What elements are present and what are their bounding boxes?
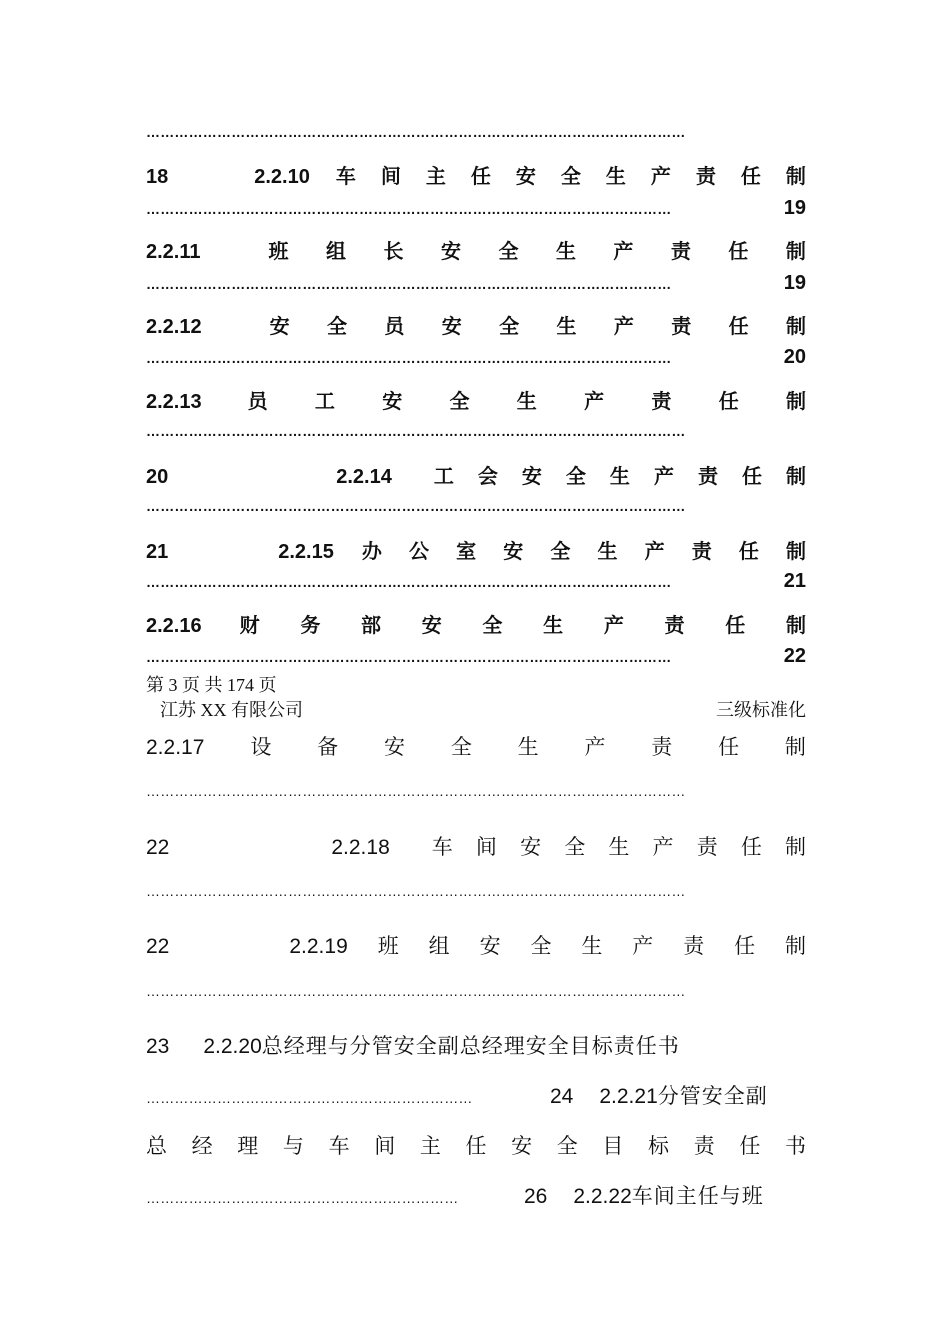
- toc-title-char: 车: [335, 166, 356, 188]
- toc-title-char: 组: [326, 241, 346, 263]
- toc-title-char: 安: [515, 166, 536, 188]
- toc-title-char: 长: [383, 241, 404, 263]
- toc-page-number: 19: [783, 272, 806, 294]
- toc-title-char: 责: [695, 166, 716, 188]
- toc-entry[interactable]: [146, 1080, 806, 1110]
- toc-title-char: 主: [425, 166, 446, 188]
- toc-title-char: 全: [449, 391, 470, 413]
- toc-title-char: 责: [696, 836, 718, 859]
- toc-title-char: 生: [581, 935, 603, 958]
- toc-title-char: 部: [361, 615, 382, 637]
- toc-title-char: 产: [584, 736, 606, 759]
- toc-page-number: 19: [783, 197, 806, 219]
- toc-leader: [146, 498, 806, 514]
- toc-title-char: 安: [440, 241, 461, 263]
- toc-title-char: 任: [728, 316, 749, 338]
- toc-title-char: 制: [785, 836, 806, 859]
- toc-entry[interactable]: [146, 930, 806, 960]
- toc-title-char: 工: [314, 391, 335, 413]
- toc-leader-dots: …………………………………………………………………………………………………: [146, 201, 672, 217]
- toc-title-char: 全: [565, 466, 586, 488]
- toc-entry[interactable]: [146, 235, 806, 264]
- toc-section-title: [362, 535, 806, 564]
- toc-title-char: 任: [740, 836, 762, 859]
- toc-section-code: 2.2.19: [289, 935, 348, 958]
- toc-title-char: 办: [361, 541, 382, 563]
- toc-title-char: 全: [530, 935, 552, 958]
- toc-section-title: [146, 1130, 806, 1160]
- toc-title-char: 员: [247, 391, 268, 413]
- toc-title-char: 生: [605, 166, 626, 188]
- toc-leader-dots: ……………………………………………………………………………………………………: [146, 423, 686, 439]
- toc-title-char: 会: [477, 466, 498, 488]
- toc-title-char: 设: [250, 736, 272, 759]
- toc-leader: [146, 783, 806, 799]
- toc-title-char: 任: [728, 241, 749, 263]
- toc-page-number: 22: [146, 935, 170, 958]
- toc-page-number: 24: [550, 1085, 574, 1108]
- toc-title-char: 生: [609, 466, 630, 488]
- toc-leader-dots: ……………………………………………………………………………………………………: [146, 783, 686, 799]
- toc-title-char: 主: [419, 1135, 441, 1158]
- toc-title-char: 班: [268, 241, 289, 263]
- toc-title-char: 总: [146, 1135, 167, 1158]
- toc-section-code: 2.2.15: [278, 541, 334, 563]
- toc-title-char: 生: [543, 615, 564, 637]
- toc-title-char: 任: [739, 1135, 761, 1158]
- toc-entry[interactable]: [146, 385, 806, 414]
- toc-section-title: [336, 160, 806, 189]
- toc-title-char: 制: [785, 316, 806, 338]
- toc-section-title: 车间主任与班: [631, 1185, 764, 1208]
- toc-title-char: 安: [479, 935, 501, 958]
- toc-title-char: 安: [503, 541, 524, 563]
- toc-section-code: 2.2.22: [573, 1185, 632, 1208]
- toc-section-title: 分管安全副: [657, 1085, 768, 1108]
- toc-title-char: 全: [564, 836, 586, 859]
- toc-page-number: 26: [524, 1185, 548, 1208]
- toc-section-title: [250, 731, 806, 761]
- toc-section-title: [269, 235, 806, 264]
- toc-entry[interactable]: [146, 1030, 806, 1060]
- toc-entry[interactable]: [146, 831, 806, 861]
- toc-title-char: 产: [603, 615, 624, 637]
- toc-title-char: 间: [380, 166, 401, 188]
- toc-title-char: 全: [499, 316, 520, 338]
- toc-title-char: 任: [738, 541, 759, 563]
- toc-section-code: 2.2.13: [146, 391, 202, 413]
- toc-title-char: 产: [644, 541, 665, 563]
- toc-title-char: 目: [602, 1135, 624, 1158]
- toc-section-code: 2.2.12: [146, 316, 202, 338]
- toc-title-char: 产: [613, 241, 634, 263]
- toc-title-char: 室: [456, 541, 477, 563]
- toc-title-char: 公: [408, 541, 429, 563]
- toc-title-char: 责: [683, 935, 705, 958]
- toc-entry[interactable]: [146, 731, 806, 761]
- toc-title-char: 经: [191, 1135, 213, 1158]
- toc-title-char: 任: [718, 391, 739, 413]
- toc-entry[interactable]: [146, 460, 806, 489]
- toc-page-number: 20: [783, 346, 806, 368]
- toc-leader: [146, 423, 806, 439]
- toc-title-char: 安: [520, 836, 542, 859]
- toc-section-code: 2.2.18: [331, 836, 390, 859]
- toc-leader-dots: …………………………………………………………: [146, 1190, 459, 1206]
- toc-section-code: 2.2.10: [254, 166, 310, 188]
- toc-title-char: 财: [239, 615, 260, 637]
- toc-entry[interactable]: [146, 160, 806, 189]
- toc-title-char: 生: [597, 541, 618, 563]
- toc-title-char: 安: [382, 391, 403, 413]
- toc-page-number: 22: [146, 836, 170, 859]
- toc-leader-dots: …………………………………………………………………………………………………: [146, 350, 672, 366]
- toc-title-char: 责: [697, 466, 718, 488]
- toc-title-char: 制: [785, 166, 806, 188]
- toc-title-char: 责: [693, 1135, 715, 1158]
- toc-entry-leader: [146, 645, 806, 668]
- toc-title-char: 安: [384, 736, 406, 759]
- toc-title-char: 安: [421, 615, 442, 637]
- toc-section-code: 2.2.20: [203, 1035, 262, 1058]
- toc-page-number: 23: [146, 1035, 170, 1058]
- toc-title-char: 标: [648, 1135, 670, 1158]
- toc-page-number: 21: [783, 570, 806, 592]
- toc-title-char: 车: [431, 836, 453, 859]
- toc-page-number: 21: [146, 541, 169, 563]
- toc-title-char: 任: [734, 935, 756, 958]
- page-header-title: 三级标准化: [716, 700, 806, 720]
- toc-section-code: 2.2.14: [336, 466, 392, 488]
- toc-section-code: 2.2.11: [146, 241, 201, 263]
- toc-page-number: 20: [146, 466, 169, 488]
- toc-section-title: [248, 385, 806, 414]
- toc-section-code: 2.2.21: [599, 1085, 658, 1108]
- toc-title-char: 理: [237, 1135, 259, 1158]
- toc-leader: [146, 883, 806, 899]
- toc-leader-dots: ……………………………………………………………………………………………………: [146, 883, 686, 899]
- toc-title-char: 与: [282, 1135, 304, 1158]
- toc-title-char: 责: [651, 736, 673, 759]
- toc-leader-dots: ……………………………………………………………………………………………………: [146, 498, 686, 514]
- toc-title-char: 生: [608, 836, 630, 859]
- toc-leader-dots: …………………………………………………………………………………………………: [146, 574, 672, 590]
- toc-section-title: 总经理与分管安全副总经理安全目标责任书: [261, 1035, 680, 1058]
- toc-title-char: 车: [328, 1135, 350, 1158]
- toc-title-char: 安: [441, 316, 462, 338]
- toc-section-title: [270, 310, 806, 339]
- toc-title-char: 安: [521, 466, 542, 488]
- toc-title-char: 全: [550, 541, 571, 563]
- toc-entry-continued: [146, 1130, 806, 1160]
- toc-title-char: 班: [377, 935, 399, 958]
- toc-title-char: 备: [317, 736, 339, 759]
- toc-title-char: 全: [556, 1135, 578, 1158]
- toc-page-number: 18: [146, 166, 169, 188]
- toc-title-char: 全: [482, 615, 503, 637]
- toc-title-char: 责: [670, 241, 691, 263]
- toc-title-char: 生: [516, 391, 537, 413]
- toc-leader: [146, 124, 806, 140]
- toc-leader: [146, 983, 806, 999]
- toc-title-char: 产: [653, 466, 674, 488]
- toc-title-char: 责: [651, 391, 672, 413]
- toc-title-char: 全: [498, 241, 519, 263]
- toc-title-char: 制: [785, 241, 806, 263]
- toc-title-char: 任: [741, 466, 762, 488]
- toc-title-char: 任: [465, 1135, 487, 1158]
- toc-title-char: 产: [584, 391, 605, 413]
- toc-title-char: 书: [784, 1135, 806, 1158]
- toc-title-char: 生: [556, 316, 577, 338]
- toc-leader-dots: ……………………………………………………………: [146, 1090, 473, 1106]
- toc-leader-dots: …………………………………………………………………………………………………: [146, 649, 672, 665]
- toc-title-char: 任: [470, 166, 491, 188]
- toc-title-char: 生: [555, 241, 576, 263]
- toc-entry[interactable]: [146, 1180, 806, 1210]
- page-header-company: 江苏 XX 有限公司: [160, 700, 303, 720]
- toc-entry[interactable]: [146, 310, 806, 339]
- toc-entry[interactable]: [146, 609, 806, 638]
- toc-section-title: [378, 930, 806, 960]
- toc-title-char: 责: [664, 615, 685, 637]
- toc-title-char: 安: [269, 316, 290, 338]
- toc-title-char: 全: [560, 166, 581, 188]
- toc-title-char: 任: [740, 166, 761, 188]
- toc-section-code: 2.2.17: [146, 736, 205, 759]
- toc-section-title: [434, 460, 806, 489]
- toc-section-title: [240, 609, 806, 638]
- toc-entry-leader: [146, 570, 806, 593]
- toc-title-char: 任: [725, 615, 746, 637]
- toc-entry-leader: [146, 272, 806, 295]
- toc-title-char: 工: [433, 466, 454, 488]
- toc-title-char: 产: [650, 166, 671, 188]
- page-footer-info: 第 3 页 共 174 页: [146, 675, 277, 695]
- toc-page-number: 22: [783, 645, 806, 667]
- toc-entry-leader: [146, 197, 806, 220]
- toc-leader-dots: ……………………………………………………………………………………………………: [146, 983, 686, 999]
- toc-entry[interactable]: [146, 535, 806, 564]
- toc-title-char: 制: [785, 935, 806, 958]
- toc-title-char: 务: [300, 615, 321, 637]
- toc-leader-dots: ……………………………………………………………………………………………………: [146, 124, 686, 140]
- toc-title-char: 产: [652, 836, 674, 859]
- toc-title-char: 产: [613, 316, 634, 338]
- toc-entry-leader: [146, 346, 806, 369]
- toc-section-code: 2.2.16: [146, 615, 202, 637]
- toc-title-char: 任: [718, 736, 740, 759]
- toc-title-char: 责: [671, 316, 692, 338]
- toc-title-char: 生: [517, 736, 539, 759]
- toc-title-char: 组: [428, 935, 450, 958]
- toc-title-char: 责: [691, 541, 712, 563]
- toc-title-char: 产: [632, 935, 654, 958]
- toc-title-char: 制: [785, 466, 806, 488]
- toc-section-title: [432, 831, 806, 861]
- toc-title-char: 制: [785, 615, 806, 637]
- toc-leader-dots: …………………………………………………………………………………………………: [146, 276, 672, 292]
- toc-title-char: 制: [785, 541, 806, 563]
- toc-title-char: 全: [450, 736, 472, 759]
- toc-title-char: 员: [384, 316, 405, 338]
- toc-title-char: 间: [374, 1135, 396, 1158]
- toc-title-char: 制: [784, 736, 806, 759]
- toc-title-char: 安: [511, 1135, 533, 1158]
- toc-title-char: 全: [326, 316, 347, 338]
- toc-title-char: 间: [475, 836, 497, 859]
- toc-title-char: 制: [785, 391, 806, 413]
